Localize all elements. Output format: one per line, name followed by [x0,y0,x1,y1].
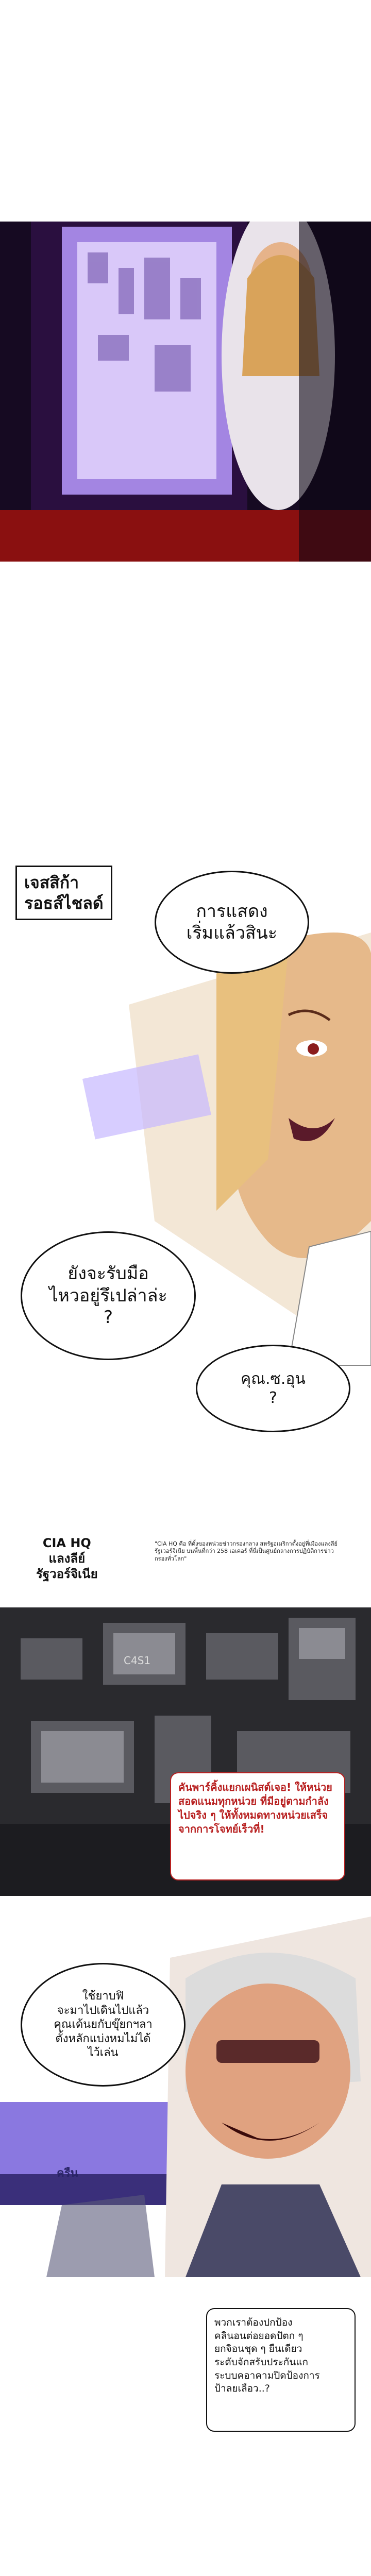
panel-3 [0,1530,371,1901]
building-sign: C4S1 [124,1654,151,1667]
radio-box: คันพาร์คิ้งแยกเผนิสต์เจอ! ให้หน่วยสอดแนมทุกหน่วย ที่มีอยู่ตามกำลังไปจริง ๆ ให้ทั้งหมดทางหน่วยเสร็จ จากการโจทย์เร็วที่! [170,1772,345,1880]
speech-bubble-1: การแสดง เริ่มแล้วสินะ [155,871,309,974]
location-footnote: "CIA HQ คือ ที่ตั้งของหน่วยข่าวกรองกลาง สหรัฐอเมริกาตั้งอยู่ที่เมืองแลงลีย์ รัฐเวอร์จิเนีย บนพื้นที่กว่า 258 เอเคอร์ ที่นี่เป็นศูนย์กลางการปฏิบัติการข่าวกรองทั่วโลก" [155,1540,338,1562]
shout-bubble: ใช้ยาบฟิ จะมาไปเดินไปแล้ว คุณเด้นยกับขุ๊ยกฯลา ตั้งหลักแบ่งหมไม่ได้ ไว้เล่น [21,1963,185,2087]
panel-1-art [0,222,371,562]
character-caption: เจสสิก้า รอธส์ไชลด์ [15,866,112,920]
panel-4-art [0,1917,371,2277]
panel-2 [0,850,371,1443]
speech-bubble-2: ยังจะรับมือ ไหวอยู่รึเปล่าล่ะ ? [21,1231,196,1360]
location-caption: CIA HQ แลงลีย์ รัฐวอร์จิเนีย [36,1536,98,1581]
panel-5 [0,2571,371,2576]
panel-4 [0,1917,371,2463]
panel-1 [0,222,371,562]
narration-bubble: พวกเราต้องปกป้อง คลินอนต่อยอดปัตก ๆ ยกจิอนชุด ๆ ยืนเดียว ระดับจักสรับประกันแก ระบบคอาคามปิดป้องการ ป้าลยเลือว..? [206,2308,356,2432]
speech-bubble-3: คุณ.ซ.อุน ? [196,1345,350,1432]
rumble-sfx: ครืน [57,2167,78,2180]
